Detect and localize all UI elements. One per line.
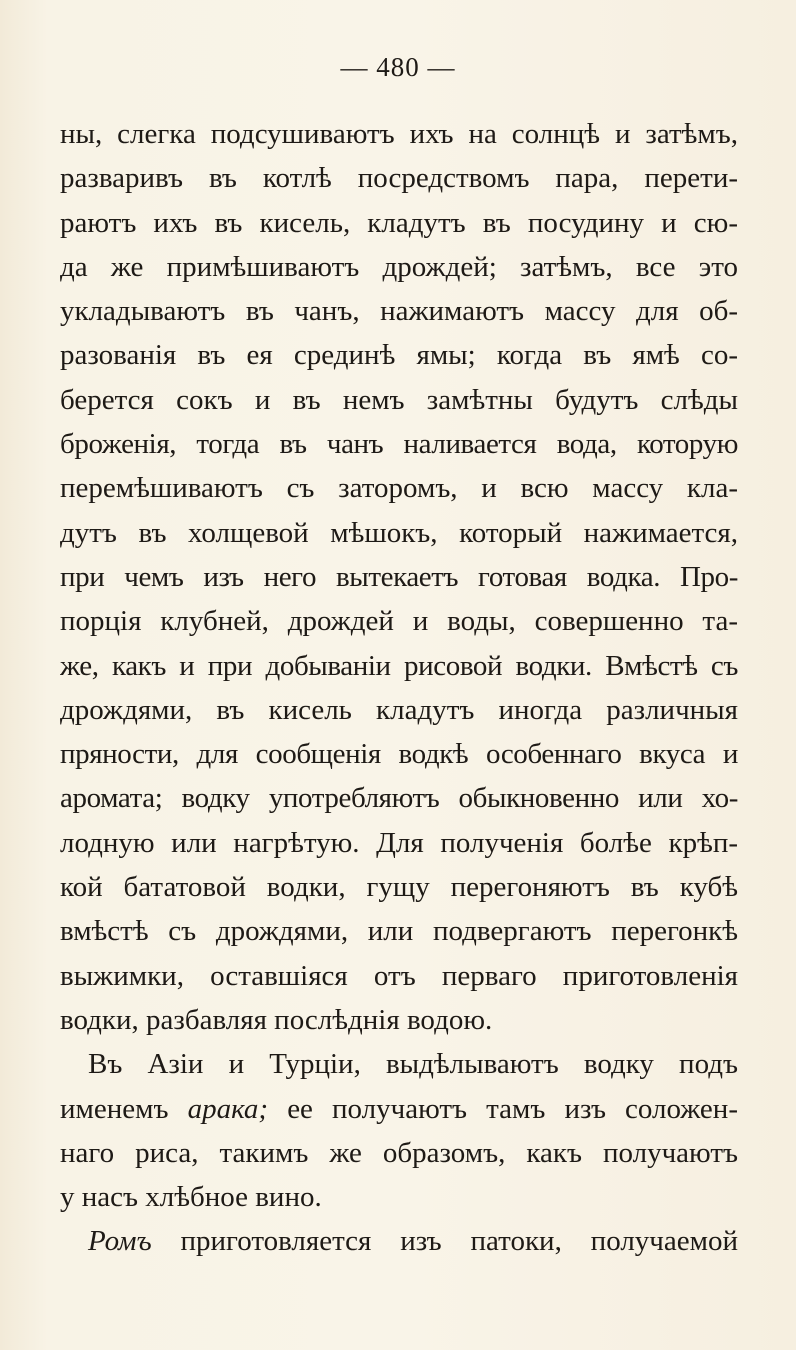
text-line: пряности, для сообщенія водкѣ особеннаго вкуса и (60, 738, 738, 771)
text-run: приготовляется изъ патоки, получаемой (151, 1225, 738, 1258)
italic-term: арака; (187, 1092, 269, 1125)
page-number: — 480 — (340, 52, 456, 82)
text-line: аромата; водку употребляютъ обыкновенно или хо- (60, 782, 738, 815)
text-line: вмѣстѣ съ дрождями, или подвергаютъ перегонкѣ (60, 915, 738, 948)
text-line: да же примѣшиваютъ дрождей; затѣмъ, все это (60, 250, 738, 283)
text-line: броженія, тогда въ чанъ наливается вода, которую (60, 428, 738, 461)
text-line: при чемъ изъ него вытекаетъ готовая водка. Про- (60, 560, 738, 593)
text-line: у насъ хлѣбное вино. (60, 1181, 322, 1214)
text-line: кой бататовой водки, гущу перегоняютъ въ кубѣ (60, 871, 738, 904)
text-run: ее получаютъ тамъ изъ соложен- (268, 1092, 738, 1125)
text-line: же, какъ и при добываніи рисовой водки. Вмѣстѣ съ (60, 649, 738, 682)
text-line: укладываютъ въ чанъ, нажимаютъ массу для об- (60, 295, 738, 328)
text-line (60, 1219, 738, 1263)
text-line: перемѣшиваютъ съ заторомъ, и всю массу кла- (60, 472, 738, 505)
text-line: лодную или нагрѣтую. Для полученія болѣе крѣп- (60, 826, 738, 859)
text-line: порція клубней, дрождей и воды, совершенно та- (60, 605, 738, 638)
body-text (60, 112, 738, 1264)
text-line: разованія въ ея срединѣ ямы; когда въ ямѣ со- (60, 339, 738, 372)
text-line: Въ Азіи и Турціи, выдѣлываютъ водку подъ (88, 1048, 738, 1081)
text-line: раютъ ихъ въ кисель, кладутъ въ посудину и сю- (60, 206, 738, 239)
text-line: выжимки, оставшіяся отъ перваго приготовленія (60, 959, 738, 992)
text-run: именемъ (60, 1092, 188, 1125)
text-line: водки, разбавляя послѣднія водою. (60, 1003, 493, 1036)
text-line: ны, слегка подсушиваютъ ихъ на солнцѣ и затѣмъ, (60, 118, 738, 150)
text-line (60, 1087, 738, 1131)
text-line: дрождями, въ кисель кладутъ иногда различныя (60, 693, 738, 726)
text-line: берется сокъ и въ немъ замѣтны будутъ слѣды (60, 383, 738, 416)
text-line: разваривъ въ котлѣ посредствомъ пара, перети- (60, 162, 738, 195)
text-line: наго риса, такимъ же образомъ, какъ получаютъ (60, 1136, 738, 1169)
text-line: дутъ въ холщевой мѣшокъ, который нажимается, (60, 516, 738, 549)
italic-term: Ромъ (88, 1225, 152, 1258)
